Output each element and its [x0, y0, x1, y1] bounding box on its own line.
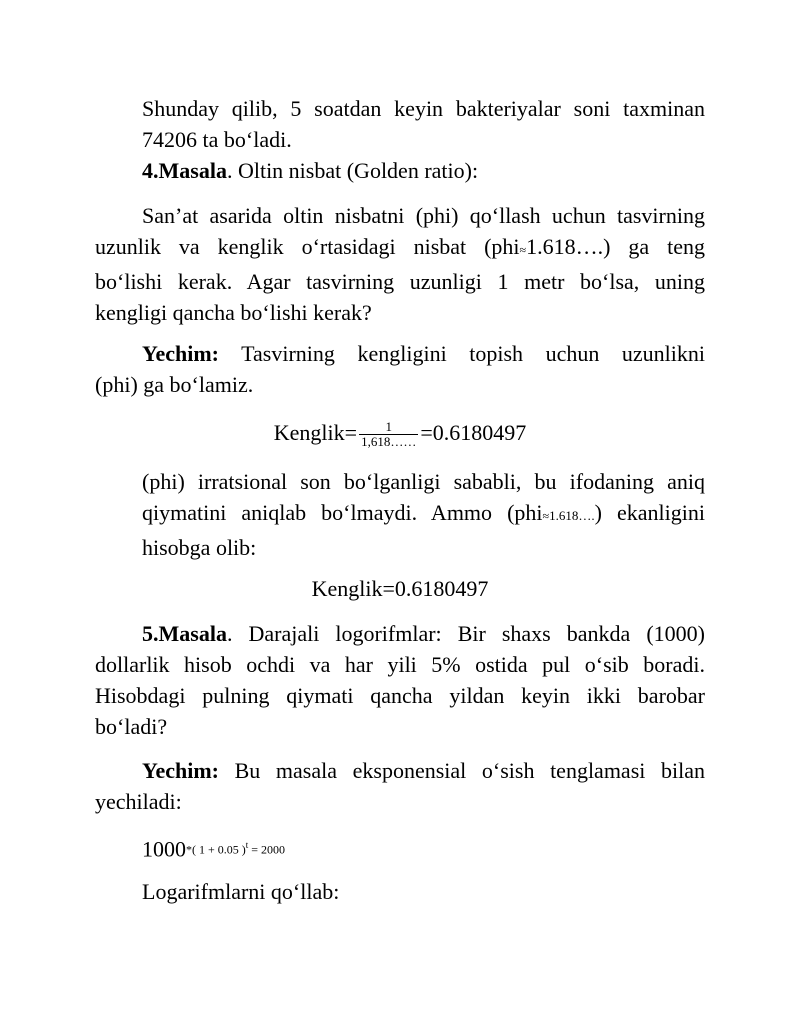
text-segment: qiymatini aniqlab bo‘lmaydi. Ammo (phi [142, 500, 543, 525]
text-line [95, 231, 705, 266]
formula-exponent: t [245, 840, 249, 850]
approx-symbol: ≈ [542, 509, 550, 523]
formula-growth: *( 1 + 0.05 ) [186, 842, 246, 857]
paragraph-golden-ratio [95, 200, 705, 328]
text-line [95, 338, 705, 369]
text-line [95, 618, 705, 649]
solution-label: Yechim: [142, 341, 219, 366]
paragraph-logarithms [142, 876, 705, 907]
formula-right: =0.6180497 [420, 420, 527, 445]
paragraph-task-5 [95, 618, 705, 742]
text-line: Logarifmlarni qo‘llab: [142, 879, 340, 904]
text-segment: Bu masala eksponensial o‘sish tenglamasi bilan [218, 758, 705, 783]
formula-width-fraction [0, 417, 800, 449]
fraction-denominator: 1,618…… [361, 434, 417, 450]
fraction-numerator: 1 [359, 420, 418, 435]
text-segment: 1.618….) ga teng [526, 234, 706, 259]
text-line [95, 755, 705, 786]
formula-text: Kenglik=0.6180497 [311, 576, 489, 601]
text-line: dollarlik hisob ochdi va har yili 5% ostida pul o‘sib boradi. [95, 652, 705, 677]
text-line: Shunday qilib, 5 soatdan keyin bakteriyalar soni taxminan [142, 96, 705, 121]
approx-symbol: ≈ [519, 243, 527, 257]
paragraph-solution-1 [95, 338, 705, 400]
formula-width-value [0, 573, 800, 604]
task-4-title: . Oltin nisbat (Golden ratio): [226, 158, 479, 183]
paragraph-irrational [142, 466, 705, 563]
task-5-label: 5.Masala [142, 621, 227, 646]
text-line: hisobga olib: [142, 535, 257, 560]
text-line: yechiladi: [95, 789, 182, 814]
text-line: bo‘ladi? [95, 714, 168, 739]
text-line: San’at asarida oltin nisbatni (phi) qo‘llash uchun tasvirning [142, 203, 705, 228]
text-line: Hisobdagi pulning qiymati qancha yildan keyin ikki barobar [95, 683, 705, 708]
paragraph-bacteria-result [142, 93, 705, 155]
paragraph-solution-2 [95, 755, 705, 817]
text-segment: . Darajali logorifmlar: Bir shaxs bankda (1000) [226, 621, 705, 646]
text-line: (phi) irratsional son bo‘lganligi sababli, bu ifodaning aniq [142, 469, 705, 494]
formula-result: = 2000 [248, 842, 286, 857]
text-segment: uzunlik va kenglik o‘rtasidagi nisbat (phi [95, 234, 520, 259]
text-line: kengligi qancha bo‘lishi kerak? [95, 300, 372, 325]
formula-left: Kenglik= [273, 420, 358, 445]
text-line: (phi) ga bo‘lamiz. [95, 372, 254, 397]
task-4-label: 4.Masala [142, 158, 227, 183]
fraction [359, 420, 418, 449]
task-4-heading [142, 155, 705, 186]
approx-value: 1.618…. [549, 508, 595, 523]
text-line: 74206 ta bo‘ladi. [142, 127, 292, 152]
formula-base: 1000 [142, 836, 186, 862]
text-line [142, 497, 705, 532]
text-segment: ) ekanligini [594, 500, 705, 525]
text-line: bo‘lishi kerak. Agar tasvirning uzunligi 1 metr bo‘lsa, uning [95, 269, 705, 294]
solution-label: Yechim: [142, 758, 219, 783]
formula-exponential [142, 830, 705, 865]
text-segment: Tasvirning kengligini topish uchun uzunlikni [218, 341, 705, 366]
